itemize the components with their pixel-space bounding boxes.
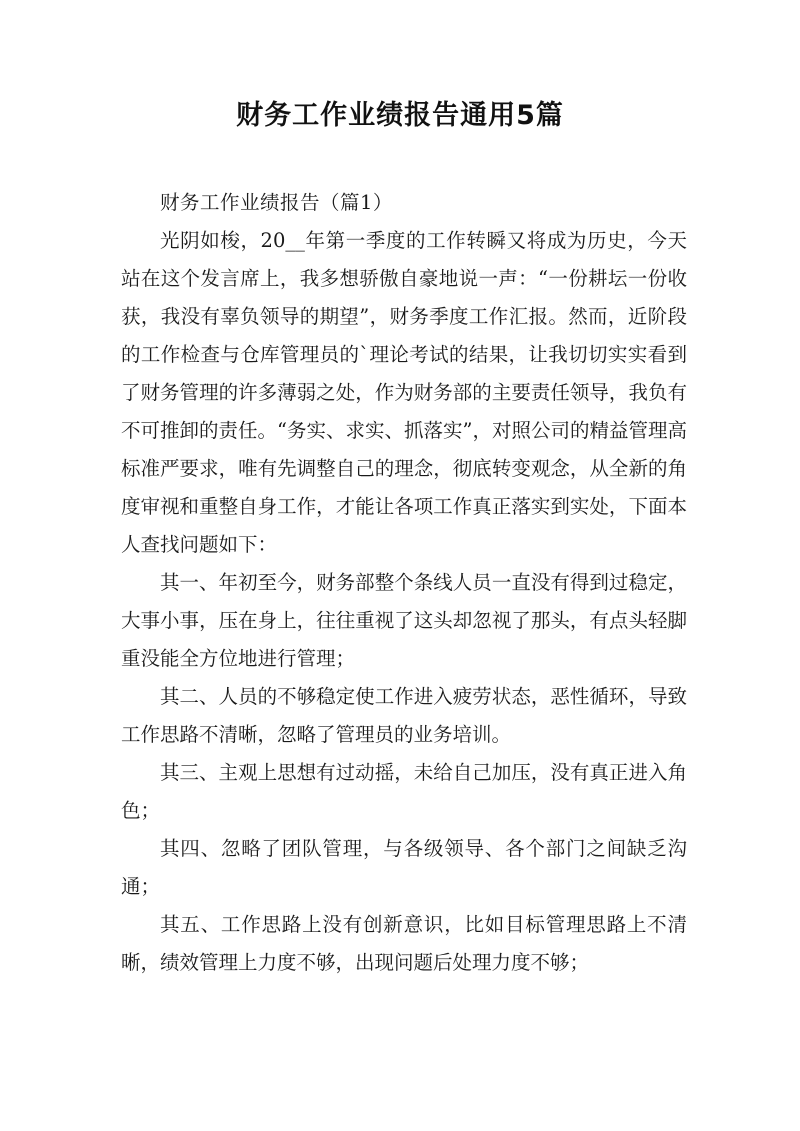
paragraph-point-3: 其三、主观上思想有过动摇，未给自己加压，没有真正进入角色；: [121, 761, 687, 822]
paragraph-point-1: 其一、年初至今，财务部整个条线人员一直没有得到过稳定，大事小事，压在身上，往往重视了这头却忽视了那头，有点头轻脚重没能全方位地进行管理；: [121, 571, 687, 670]
paragraph-point-5: 其五、工作思路上没有创新意识，比如目标管理思路上不清晰，绩效管理上力度不够，出现问题后处理力度不够；: [121, 913, 687, 974]
document-title: 财务工作业绩报告通用5篇: [236, 100, 564, 131]
paragraph-point-4: 其四、忽略了团队管理，与各级领导、各个部门之间缺乏沟通；: [121, 837, 687, 898]
paragraph-point-2: 其二、人员的不够稳定使工作进入疲劳状态，恶性循环，导致工作思路不清晰，忽略了管理员的业务培训。: [121, 685, 687, 746]
document-body: [121, 184, 687, 982]
section-heading: 财务工作业绩报告（篇1）: [160, 191, 393, 214]
paragraph-intro: 光阴如梭，20__年第一季度的工作转瞬又将成为历史，今天站在这个发言席上，我多想骄傲自豪地说一声：“一份耕坛一份收获，我没有辜负领导的期望”，财务季度工作汇报。然而，近阶段的工作检查与仓库管理员的`理论考试的结果，让我切切实实看到了财务管理的许多薄弱之处，作为财务部的主要责任领导，我负有不可推卸的责任。“务实、求实、抓落实”，对照公司的精益管理高标准严要求，唯有先调整自己的理念，彻底转变观念，从全新的角度审视和重整自身工作，才能让各项工作真正落实到实处，下面本人查找问题如下：: [121, 229, 687, 556]
